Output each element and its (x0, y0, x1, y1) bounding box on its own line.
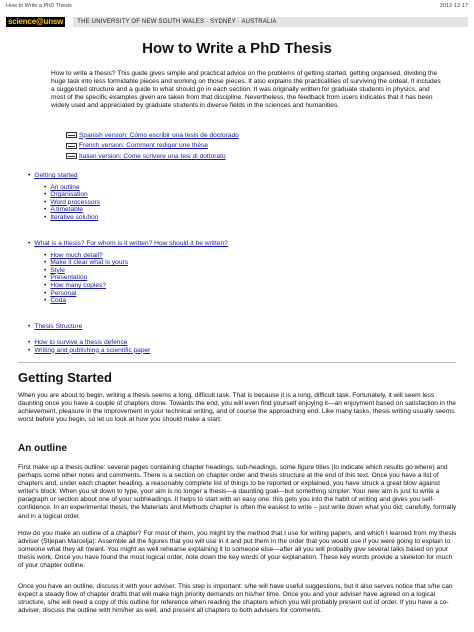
toc-group-what-is-a-thesis (28, 240, 228, 305)
document-icon (66, 153, 77, 159)
language-row[interactable] (66, 130, 239, 141)
toc-link[interactable]: Iterative solution (50, 213, 99, 221)
toc-link[interactable]: Organisation (50, 191, 88, 199)
section-divider (18, 362, 456, 363)
language-row[interactable] (66, 141, 239, 152)
outline-paragraph-3: Once you have an outline, discuss it with your adviser. This step is important: s/he will have useful suggestions, but it also serves notice that s/he can expect a steady flow of chapter drafts that will make high priority demands on his/her time. Once you and your adviser have agreed on a logical structure, s/he will need a copy of this outline for reference when reading the chapters which you will probably present out of order. If you have a co-adviser, discuss the outline with him/her as well, and present all chapters to both advisers for comments. (18, 583, 453, 615)
italian-version-link[interactable]: Italian version: Come scrivere una tesi di dottorato (79, 152, 226, 160)
getting-started-heading: Getting Started (18, 370, 112, 385)
document-icon (66, 132, 77, 138)
language-versions (66, 130, 239, 162)
print-header (6, 3, 468, 11)
site-banner (6, 15, 468, 29)
getting-started-paragraph: When you are about to begin, writing a thesis seems a long, difficult task. That is because it is a long, difficult task. Fortunately, it will seem less daunting once you have a couple of chapters done. Towards the end, you will even find yourself enjoying it—an enjoyment based on satisfaction in the achievement, pleasure in the improvement in your technical writing, and of course the approaching end. Like many tasks, thesis writing usually seems worst before you begin, so let us look at how you should make a start. (18, 392, 456, 424)
outline-heading: An outline (18, 443, 67, 454)
french-version-link[interactable]: French version: Comment rediger une thèse (79, 142, 209, 150)
toc-link[interactable]: Coda (50, 297, 67, 305)
toc-link[interactable]: Word processors (50, 198, 101, 206)
toc-group-extras (28, 339, 150, 354)
toc-link[interactable]: A timetable (50, 206, 83, 214)
toc-link[interactable]: How much detail? (50, 251, 103, 259)
university-band: THE UNIVERSITY OF NEW SOUTH WALES · SYDNEY · AUSTRALIA (73, 17, 468, 27)
toc-link-getting-started[interactable]: Getting started (34, 172, 78, 179)
toc-link[interactable]: An outline (50, 183, 80, 191)
spanish-version-link[interactable]: Spanish version: Cómo escribir una tesis de doctorado (79, 131, 239, 139)
toc-link[interactable]: Personal (50, 289, 77, 297)
toc-link[interactable]: Writing and publishing a scientific paper (34, 346, 151, 354)
print-header-date: 2012-12-17 (439, 3, 468, 9)
science-unsw-logo[interactable]: science@unsw (8, 17, 64, 26)
toc-link[interactable]: Make it clear what is yours (50, 259, 128, 267)
toc-group-thesis-structure (28, 323, 82, 331)
outline-paragraph-2: How do you make an outline of a chapter? For most of them, you might try the method that I use for writing papers, and which I learned from my thesis adviser (Stjepan Marcelja): Assemble all the figures that you will use in it and put them in the order that you would use if you were going to explain to someone what they all meant. You might as well rehearse explaining it to someone else—after all you will probably give several talks based on your thesis work. Once you have found the most logical order, note down the key words of your explanation. These key words provide a skeleton for much of your chapter outline. (18, 530, 457, 570)
toc-group-getting-started (28, 172, 100, 222)
toc-link[interactable]: Style (50, 266, 65, 274)
intro-paragraph: How to write a thesis? This guide gives simple and practical advice on the problems of getting started, getting organised, dividing the huge task into less formidable pieces and working on those pieces. It also explains the practicalities of surviving the ordeal. It includes a suggested structure and a guide to what should go in each section. It was originally written for graduate students in physics, and most of the specific examples given are taken from that discipline. Nevertheless, the feedback from users indicates that it has been widely used and appreciated by graduate students in diverse fields in the sciences and humanities. (51, 70, 441, 109)
toc-link[interactable]: How many copies? (50, 281, 107, 289)
toc-link[interactable]: Presentation (50, 274, 88, 282)
toc-link[interactable]: How to survive a thesis defence (34, 339, 128, 346)
page-title: How to Write a PhD Thesis (142, 40, 332, 57)
print-header-title: How to Write a PhD Thesis (6, 3, 72, 9)
outline-paragraph-1: First make up a thesis outline: several pages containing chapter headings, sub-headings, some figure titles (to indicate which results go where) and perhaps some other notes and comments. There is a section on chapter order and thesis structure at the end of this text. Once you have a list of chapters and, under each chapter heading, a reasonably complete list of things to be reported or explained, you have struck a great blow against writer's block. When you sit down to type, your aim is no longer a thesis—a daunting goal—but something simpler. Your new aim is just to write a paragraph or section about one of your subheadings. It helps to start with an easy one: this gets you into the habit of writing and gives you self-confidence. In an experimental thesis, the Materials and Methods chapter is often the easiest to write – just write down what you did; carefully, formally and in a logical order. (18, 464, 457, 520)
document-icon (66, 143, 77, 149)
toc-link-what-is-a-thesis[interactable]: What is a thesis? For whom is it written? How should it be written? (34, 240, 228, 247)
language-row[interactable] (66, 151, 239, 162)
toc-link-thesis-structure[interactable]: Thesis Structure (34, 323, 83, 330)
